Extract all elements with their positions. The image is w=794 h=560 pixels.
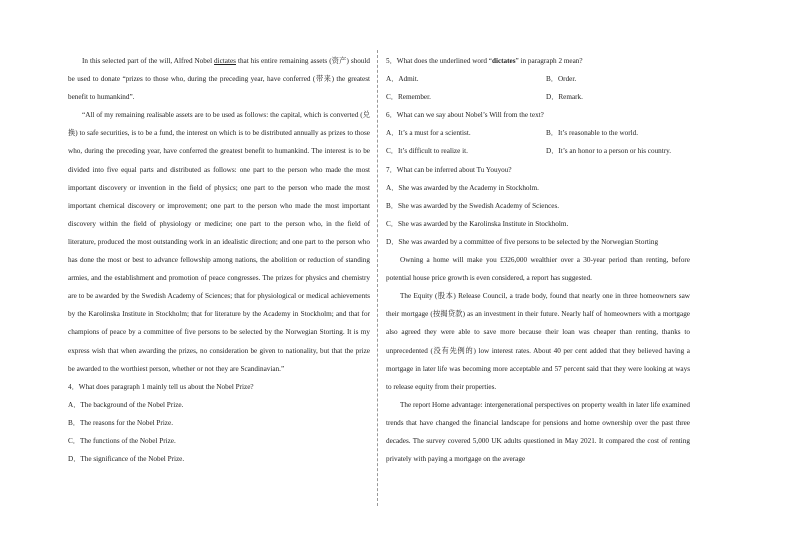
q6-options-row-1 [386,124,690,142]
q5-options-row-1 [386,70,690,88]
q5-post: ” in paragraph 2 mean? [515,57,583,65]
passage-b-paragraph-2: The Equity (股本) Release Council, a trade body, found that nearly one in three homeowners saw their mortgage (按揭贷款) as an investment in their future. Nearly half of homeowners with a mortgage also agreed they were able to save more because their loan was cheaper than renting, thanks to unprecedented (没有先例的) low interest rates. About 40 per cent added that they believed having a mortgage in later life was becoming more acceptable and 57 percent said that they were looking at ways to release equity from their properties. [386,292,690,391]
passage-intro-paragraph [68,52,370,106]
q6-option-c: C．It’s difficult to realize it. [386,147,468,156]
left-column [68,52,370,468]
will-quote-paragraph: “All of my remaining realisable assets are to be used as follows: the capital, which is converted (兑换) to safe securities, is to be a fund, the interest on which is to be distributed annually as prizes to those who, during the preceding year, have conferred the greatest benefit to humankind. The interest is to be divided into five equal parts and distributed as follows: one part to the person who made the most important discovery or invention in the field of physics; one part to the person who made the most important chemical discovery or improvement; one part to the person who made the most important discovery within the field of physiology or medicine; one part to the person who, in the field of literature, produced the most outstanding work in an idealistic direction; and one part to the person who has done the most or best to advance fellowship among nations, the abolition or reduction of standing armies, and the establishment and promotion of peace congresses. The prizes for physics and chemistry are to be awarded by the Swedish Academy of Sciences; that for physiological or medical achievements by the Karolinska Institute in Stockholm; that for literature by the Academy in Stockholm; and that for champions of peace by a committee of five persons to be selected by the Norwegian Storting. It is my express wish that when awarding the prizes, no consideration be given to nationality, but that the prize be awarded to the worthiest person, whether or not they are Scandinavian.” [68,111,370,373]
q4-option-d: D．The significance of the Nobel Prize. [68,455,185,464]
column-divider [377,50,378,506]
q6-option-a: A．It’s a must for a scientist. [386,129,471,138]
q6-options-row-2 [386,142,690,160]
q5-options-row-2 [386,88,690,106]
q5-option-d: D．Remark. [546,93,583,102]
q5-option-b: B．Order. [546,75,577,84]
q5-option-a: A．Admit. [386,75,419,84]
question-6: 6．What can we say about Nobel’s Will from the text? [386,111,544,120]
q4-option-c: C．The functions of the Nobel Prize. [68,436,176,445]
para1-pre: In this selected part of the will, Alfred Nobel [82,57,215,65]
q5-option-c: C．Remember. [386,93,431,102]
q4-option-b: B．The reasons for the Nobel Prize. [68,418,173,427]
dictates-underlined-word: dictates [214,57,236,65]
q6-option-d: D．It’s an honor to a person or his country. [546,147,672,156]
para1-post: that his entire remaining assets (资产) should be used to donate “prizes to those who, during the preceding year, have conferred (带来) the greatest benefit to humankind”. [68,57,370,102]
right-column [386,52,690,468]
q7-option-c: C．She was awarded by the Karolinska Institute in Stockholm. [386,219,569,228]
q7-option-a: A．She was awarded by the Academy in Stockholm. [386,183,539,192]
q4-option-a: A．The background of the Nobel Prize. [68,400,184,409]
passage-b-paragraph-3: The report Home advantage: intergenerational perspectives on property wealth in later life examined trends that have changed the financial landscape for pensions and home ownership over the past three decades. The survey covered 5,000 UK adults questioned in May 2021. It compared the cost of renting privately with paying a mortgage on the average [386,400,690,464]
q5-dictates-word: dictates [491,57,516,65]
question-4: 4．What does paragraph 1 mainly tell us about the Nobel Prize? [68,382,254,391]
passage-b-paragraph-1: Owning a home will make you £326,000 wealthier over a 30-year period than renting, before potential house price growth is even considered, a report has suggested. [386,256,690,283]
q7-option-b: B．She was awarded by the Swedish Academy of Sciences. [386,201,560,210]
q6-option-b: B．It’s reasonable to the world. [546,129,639,138]
question-5 [386,52,690,70]
q7-option-d: D．She was awarded by a committee of five persons to be selected by the Norwegian Storting [386,237,659,246]
question-7: 7．What can be inferred about Tu Youyou? [386,165,512,174]
q5-pre: 5．What does the underlined word “ [386,57,492,65]
